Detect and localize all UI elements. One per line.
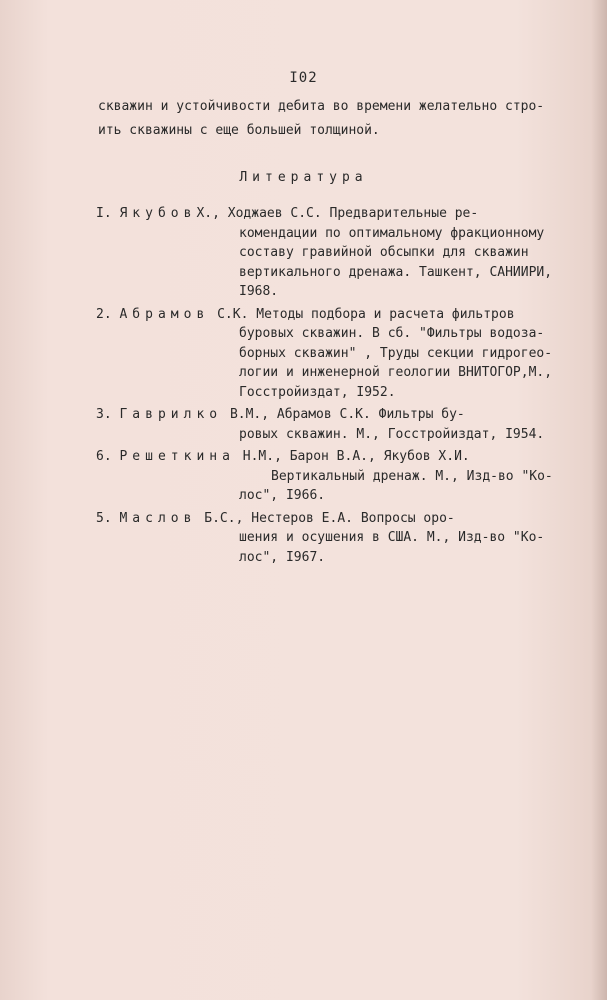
page-number: I02 [289, 70, 318, 86]
reference-item [96, 305, 596, 403]
reference-number: I. [96, 206, 112, 221]
reference-item [96, 405, 596, 444]
reference-line: лос", I966. [239, 488, 326, 503]
reference-author: Якубов [119, 206, 197, 221]
reference-item [96, 447, 596, 506]
reference-line: I968. [239, 284, 279, 299]
reference-first-line [96, 204, 596, 224]
reference-first-line [96, 305, 596, 325]
reference-first-line-text: Н.М., Барон В.А., Якубов Х.И. [242, 449, 470, 464]
body-paragraph [98, 95, 578, 143]
reference-line: Госстройиздат, I952. [239, 384, 396, 400]
reference-line: борных скважин" , Труды секции гидрогео- [239, 345, 553, 361]
reference-first-line [96, 405, 596, 425]
reference-line: буровых скважин. В сб. "Фильтры водоза- [239, 326, 545, 341]
paragraph-line: ить скважины с еще большей толщиной. [98, 123, 380, 138]
reference-line: Вертикальный дренаж. М., Изд-во "Ко- [271, 468, 553, 484]
reference-line: составу гравийной обсыпки для скважин [239, 245, 529, 260]
reference-number: 3. [96, 407, 112, 422]
reference-line: ровых скважин. М., Госстройиздат, I954. [239, 426, 545, 442]
reference-first-line-text: С.К. Методы подбора и расчета фильтров [217, 306, 515, 322]
paragraph-line: скважин и устойчивости дебита во времени желательно стро- [98, 99, 545, 114]
reference-first-line-text: Х., Ходжаев С.С. Предварительные ре- [196, 206, 479, 221]
reference-author: Решеткина [119, 449, 235, 464]
reference-author: Маслов [119, 510, 197, 526]
reference-author: Абрамов [119, 306, 210, 322]
references-heading: Литература [239, 170, 368, 185]
reference-line: комендации по оптимальному фракционному [239, 225, 545, 241]
reference-number: 2. [96, 306, 112, 322]
reference-first-line [96, 509, 596, 529]
reference-list [96, 204, 596, 570]
reference-first-line-text: Б.С., Нестеров Е.А. Вопросы оро- [204, 510, 455, 526]
reference-line: лос", I967. [239, 549, 326, 565]
reference-line: логии и инженерной геологии ВНИТОГОР,М., [239, 365, 553, 380]
reference-first-line-text: В.М., Абрамов С.К. Фильтры бу- [229, 407, 465, 422]
reference-author: Гаврилко [119, 407, 223, 422]
reference-first-line [96, 447, 596, 467]
reference-item [96, 204, 596, 302]
reference-item [96, 509, 596, 568]
reference-number: 6. [96, 449, 112, 464]
reference-line: вертикального дренажа. Ташкент, САНИИРИ, [239, 264, 553, 280]
reference-number: 5. [96, 510, 112, 526]
reference-line: шения и осушения в США. М., Изд-во "Ко- [239, 530, 545, 545]
